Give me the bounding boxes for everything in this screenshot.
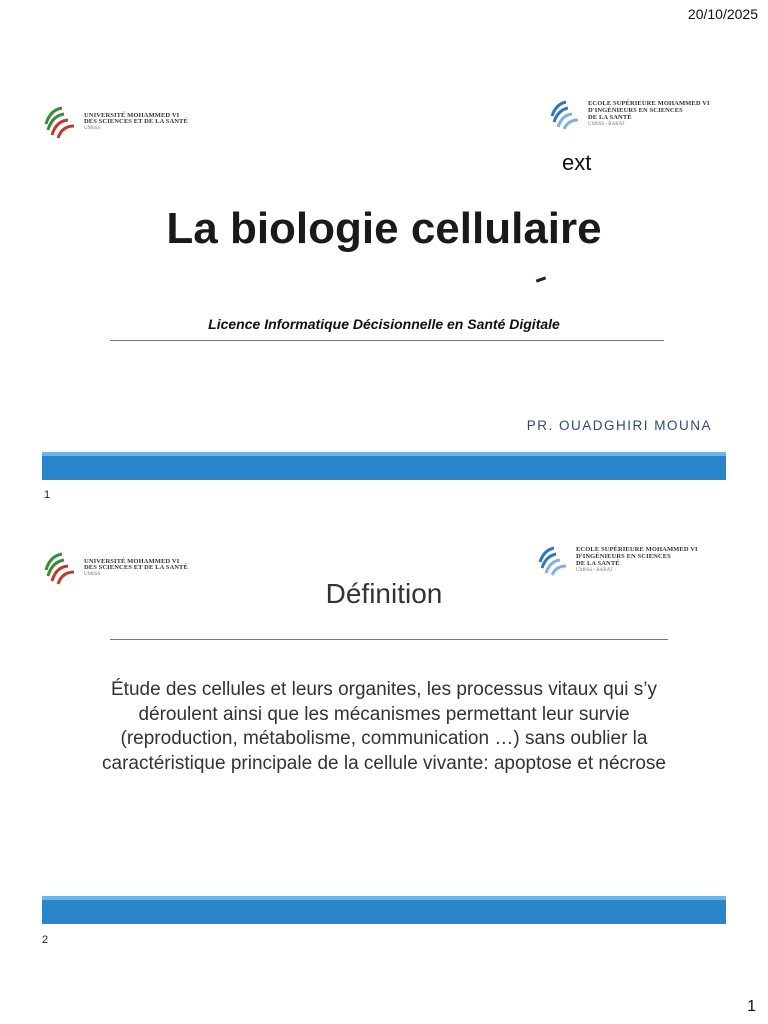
slide-1-subtitle: Licence Informatique Décisionnelle en Santé Digitale <box>208 316 560 332</box>
logo-line-1: ECOLE SUPÉRIEURE MOHAMMED VI <box>576 546 698 554</box>
logo-line-2: D'INGÉNIEURS EN SCIENCES <box>588 106 683 114</box>
engineering-school-logo <box>548 98 710 130</box>
logo-line-4: UM6SS - RABAT <box>576 567 613 573</box>
esmisab-emblem-icon <box>548 98 582 130</box>
slide-2-title: Définition <box>325 578 443 609</box>
logo-line-1: ECOLE SUPÉRIEURE MOHAMMED VI <box>588 100 710 108</box>
university-logo <box>42 104 188 140</box>
definition-text: Étude des cellules et leurs organites, les processus vitaux qui s’y déroulent ainsi que les mécanismes permettant leur survie (reproduction, métabolisme, communication …) sans oublier la caractéristique principale de la cellule vivante: apoptose et nécrose <box>102 679 666 774</box>
logo-line-3: UM6SS <box>84 572 101 578</box>
overlapping-text-fragment: ext <box>562 150 592 175</box>
slide-number: 1 <box>44 489 51 501</box>
logo-line-3: DE LA SANTÉ <box>576 559 620 567</box>
page-number: 1 <box>747 998 756 1015</box>
stray-mark <box>536 276 546 282</box>
um6ss-emblem-icon <box>42 104 78 140</box>
title-divider <box>110 639 668 640</box>
title-divider <box>110 340 664 341</box>
logo-line-3: DE LA SANTÉ <box>588 113 632 121</box>
logo-line-4: UM6SS - RABAT <box>588 121 625 127</box>
logo-line-1: UNIVERSITÉ MOHAMMED VI <box>84 557 180 565</box>
footer-bar <box>42 456 726 480</box>
esmisab-emblem-icon <box>536 544 570 576</box>
slide-number: 2 <box>42 934 49 946</box>
logo-line-1: UNIVERSITÉ MOHAMMED VI <box>84 111 180 119</box>
logo-line-2: DES SCIENCES ET DE LA SANTÉ <box>84 118 188 126</box>
logo-line-2: DES SCIENCES ET DE LA SANTÉ <box>84 564 188 572</box>
footer-bar <box>42 900 726 924</box>
author-name: PR. OUADGHIRI MOUNA <box>526 418 712 433</box>
logo-line-2: D'INGÉNIEURS EN SCIENCES <box>576 552 671 560</box>
print-date: 20/10/2025 <box>687 6 758 22</box>
slide-1-title: La biologie cellulaire <box>166 204 602 253</box>
logo-line-3: UM6SS <box>84 126 101 132</box>
engineering-school-logo <box>536 544 698 576</box>
